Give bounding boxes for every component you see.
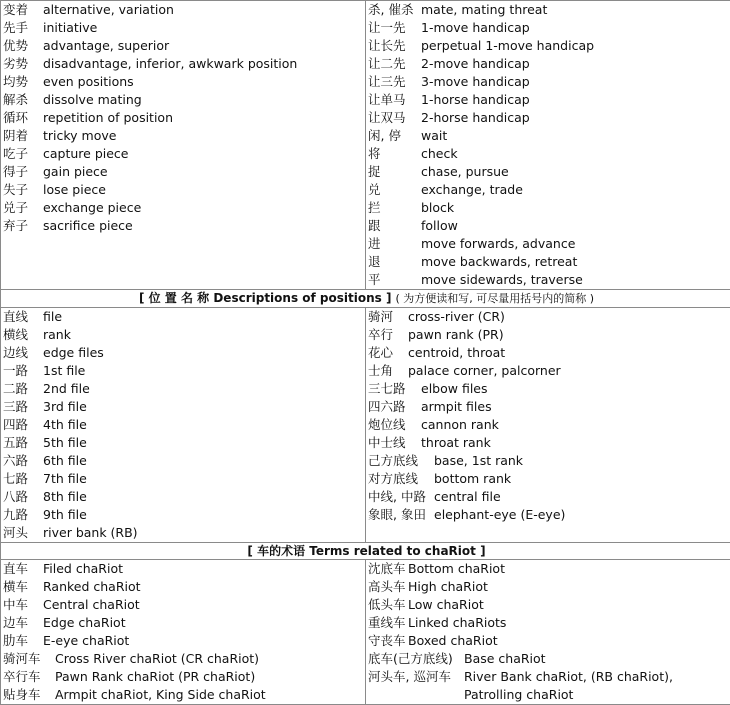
term-english: elephant-eye (E-eye) — [434, 506, 565, 524]
term-chinese: 九路 — [3, 506, 43, 524]
term-row — [368, 253, 730, 271]
term-english: Cross River chaRiot (CR chaRiot) — [55, 650, 259, 668]
term-chinese: 吃子 — [3, 145, 43, 163]
term-chinese: 象眼, 象田 — [368, 506, 434, 524]
term-chinese: 直线 — [3, 308, 43, 326]
heading-positions-row — [1, 290, 730, 308]
term-chinese: 对方底线 — [368, 470, 434, 488]
term-row — [3, 344, 365, 362]
term-chinese: 中士线 — [368, 434, 421, 452]
term-chinese: 骑河车 — [3, 650, 55, 668]
general-terms-right-column — [366, 1, 730, 290]
term-row — [368, 650, 730, 668]
term-chinese: 守丧车 — [368, 632, 408, 650]
term-row — [368, 452, 730, 470]
term-chinese: 花心 — [368, 344, 408, 362]
term-english: throat rank — [421, 434, 491, 452]
term-chinese: 弃子 — [3, 217, 43, 235]
term-english: advantage, superior — [43, 37, 169, 55]
term-row — [368, 326, 730, 344]
positions-heading-title: [ 位 置 名 称 Descriptions of positions ] — [139, 291, 391, 305]
term-row — [368, 686, 730, 704]
term-english: E-eye chaRiot — [43, 632, 129, 650]
term-row — [368, 380, 730, 398]
term-row — [3, 109, 365, 127]
term-english: exchange piece — [43, 199, 141, 217]
term-english: follow — [421, 217, 458, 235]
term-row — [368, 163, 730, 181]
term-row — [368, 37, 730, 55]
term-english: 3rd file — [43, 398, 87, 416]
term-english: cross-river (CR) — [408, 308, 505, 326]
term-chinese: 让二先 — [368, 55, 421, 73]
term-chinese: 四路 — [3, 416, 43, 434]
term-english: base, 1st rank — [434, 452, 523, 470]
term-row — [368, 668, 730, 686]
term-row — [3, 434, 365, 452]
term-chinese: 底车(己方底线) — [368, 650, 464, 668]
term-english: file — [43, 308, 62, 326]
heading-chariot-row — [1, 543, 730, 560]
term-row — [368, 235, 730, 253]
term-chinese: 低头车 — [368, 596, 408, 614]
term-english: check — [421, 145, 458, 163]
term-chinese: 中车 — [3, 596, 43, 614]
term-row — [3, 524, 365, 542]
term-chinese: 劣势 — [3, 55, 43, 73]
term-chinese: 卒行 — [368, 326, 408, 344]
term-english: centroid, throat — [408, 344, 505, 362]
term-chinese: 贴身车 — [3, 686, 55, 704]
term-english: repetition of position — [43, 109, 173, 127]
term-row — [368, 506, 730, 524]
chariot-heading — [1, 543, 730, 560]
positions-heading — [1, 290, 730, 308]
term-english: Central chaRiot — [43, 596, 140, 614]
term-chinese: 骑河 — [368, 308, 408, 326]
term-english: wait — [421, 127, 447, 145]
term-english: pawn rank (PR) — [408, 326, 504, 344]
term-english: armpit files — [421, 398, 492, 416]
term-row — [3, 145, 365, 163]
term-row — [368, 145, 730, 163]
term-row — [3, 632, 365, 650]
term-chinese: 横线 — [3, 326, 43, 344]
term-chinese: 边线 — [3, 344, 43, 362]
term-english: Armpit chaRiot, King Side chaRiot — [55, 686, 266, 704]
general-terms-left-column — [1, 1, 366, 290]
term-english: 8th file — [43, 488, 87, 506]
positions-heading-note: ( 为方便读和写, 可尽量用括号内的简称 ) — [395, 292, 594, 305]
term-row — [3, 398, 365, 416]
term-row — [3, 416, 365, 434]
term-chinese: 三路 — [3, 398, 43, 416]
term-english: Pawn Rank chaRiot (PR chaRiot) — [55, 668, 255, 686]
term-row — [3, 560, 365, 578]
term-english: Boxed chaRiot — [408, 632, 498, 650]
term-english: palace corner, palcorner — [408, 362, 561, 380]
term-english: rank — [43, 326, 71, 344]
term-row — [3, 506, 365, 524]
term-chinese: 闲, 停 — [368, 127, 421, 145]
term-row — [368, 199, 730, 217]
term-row — [3, 470, 365, 488]
term-chinese: 变着 — [3, 1, 43, 19]
term-chinese: 四六路 — [368, 398, 421, 416]
term-english: 1st file — [43, 362, 85, 380]
term-chinese: 阴着 — [3, 127, 43, 145]
term-row — [368, 632, 730, 650]
term-row — [3, 308, 365, 326]
term-row — [3, 596, 365, 614]
term-row — [368, 109, 730, 127]
term-chinese: 重线车 — [368, 614, 408, 632]
term-chinese: 让长先 — [368, 37, 421, 55]
term-chinese: 先手 — [3, 19, 43, 37]
term-chinese: 河头 — [3, 524, 43, 542]
term-english: even positions — [43, 73, 134, 91]
term-row — [3, 578, 365, 596]
term-english: Low chaRiot — [408, 596, 484, 614]
term-chinese: 杀, 催杀 — [368, 1, 421, 19]
term-english: move backwards, retreat — [421, 253, 577, 271]
term-english: 1-move handicap — [421, 19, 530, 37]
term-english: initiative — [43, 19, 97, 37]
term-row — [3, 614, 365, 632]
section-general-terms — [1, 1, 730, 290]
term-chinese: 让双马 — [368, 109, 421, 127]
term-row — [368, 217, 730, 235]
term-english: Filed chaRiot — [43, 560, 123, 578]
term-english: sacrifice piece — [43, 217, 133, 235]
term-chinese: 士角 — [368, 362, 408, 380]
term-english: capture piece — [43, 145, 128, 163]
term-chinese: 六路 — [3, 452, 43, 470]
term-chinese: 二路 — [3, 380, 43, 398]
term-english: river bank (RB) — [43, 524, 138, 542]
term-english: chase, pursue — [421, 163, 509, 181]
term-chinese: 八路 — [3, 488, 43, 506]
term-row — [3, 55, 365, 73]
term-english: 5th file — [43, 434, 87, 452]
term-chinese: 三七路 — [368, 380, 421, 398]
term-row — [3, 326, 365, 344]
term-chinese: 己方底线 — [368, 452, 434, 470]
term-english: 1-horse handicap — [421, 91, 530, 109]
term-row — [3, 19, 365, 37]
term-row — [3, 181, 365, 199]
term-english: gain piece — [43, 163, 108, 181]
term-english: central file — [434, 488, 501, 506]
term-english: 2-horse handicap — [421, 109, 530, 127]
term-row — [3, 488, 365, 506]
term-chinese: 均势 — [3, 73, 43, 91]
term-row — [3, 380, 365, 398]
term-chinese: 直车 — [3, 560, 43, 578]
term-english: High chaRiot — [408, 578, 488, 596]
term-chinese: 跟 — [368, 217, 421, 235]
term-row — [368, 271, 730, 289]
term-chinese: 沈底车 — [368, 560, 408, 578]
positions-left-column — [1, 308, 366, 543]
term-english: dissolve mating — [43, 91, 142, 109]
term-chinese: 卒行车 — [3, 668, 55, 686]
term-row — [368, 91, 730, 109]
term-row — [368, 73, 730, 91]
term-row — [3, 686, 365, 704]
term-chinese: 兑子 — [3, 199, 43, 217]
term-english: disadvantage, inferior, awkwark position — [43, 55, 297, 73]
term-row — [368, 362, 730, 380]
term-chinese: 退 — [368, 253, 421, 271]
term-row — [3, 650, 365, 668]
term-chinese: 平 — [368, 271, 421, 289]
term-english: Linked chaRiots — [408, 614, 506, 632]
term-english: block — [421, 199, 454, 217]
term-chinese: 拦 — [368, 199, 421, 217]
term-chinese: 让一先 — [368, 19, 421, 37]
term-english: elbow files — [421, 380, 488, 398]
term-english: 2-move handicap — [421, 55, 530, 73]
term-english: move forwards, advance — [421, 235, 575, 253]
term-row — [3, 73, 365, 91]
term-chinese: 一路 — [3, 362, 43, 380]
term-english: lose piece — [43, 181, 106, 199]
term-chinese: 中线, 中路 — [368, 488, 434, 506]
term-row — [3, 91, 365, 109]
section-positions — [1, 308, 730, 543]
term-chinese: 进 — [368, 235, 421, 253]
term-row — [3, 668, 365, 686]
term-row — [3, 37, 365, 55]
chariot-left-column — [1, 560, 366, 705]
term-english: 9th file — [43, 506, 87, 524]
term-row — [368, 434, 730, 452]
term-english: Edge chaRiot — [43, 614, 126, 632]
term-row — [368, 398, 730, 416]
term-chinese: 炮位线 — [368, 416, 421, 434]
term-english: Patrolling chaRiot — [464, 686, 573, 704]
term-english: mate, mating threat — [421, 1, 547, 19]
chariot-right-column — [366, 560, 730, 705]
term-chinese: 兑 — [368, 181, 421, 199]
term-row — [3, 362, 365, 380]
term-english: Bottom chaRiot — [408, 560, 505, 578]
term-row — [3, 127, 365, 145]
term-row — [368, 19, 730, 37]
term-row — [3, 163, 365, 181]
term-chinese: 让单马 — [368, 91, 421, 109]
term-chinese: 五路 — [3, 434, 43, 452]
term-english: perpetual 1-move handicap — [421, 37, 594, 55]
term-english: edge files — [43, 344, 104, 362]
term-english: exchange, trade — [421, 181, 523, 199]
term-chinese: 横车 — [3, 578, 43, 596]
term-row — [368, 416, 730, 434]
term-chinese: 得子 — [3, 163, 43, 181]
section-chariot — [1, 560, 730, 705]
term-row — [368, 344, 730, 362]
term-english: River Bank chaRiot, (RB chaRiot), — [464, 668, 673, 686]
term-row — [368, 1, 730, 19]
term-english: Ranked chaRiot — [43, 578, 141, 596]
term-row — [368, 181, 730, 199]
term-english: bottom rank — [434, 470, 511, 488]
term-english: 4th file — [43, 416, 87, 434]
term-english: 6th file — [43, 452, 87, 470]
term-chinese: 捉 — [368, 163, 421, 181]
term-english: 3-move handicap — [421, 73, 530, 91]
term-chinese: 优势 — [3, 37, 43, 55]
term-chinese: 失子 — [3, 181, 43, 199]
term-row — [3, 1, 365, 19]
term-chinese: 河头车, 巡河车 — [368, 668, 464, 686]
term-chinese: 循环 — [3, 109, 43, 127]
term-row — [368, 470, 730, 488]
term-english: 2nd file — [43, 380, 90, 398]
term-chinese: 七路 — [3, 470, 43, 488]
term-row — [368, 596, 730, 614]
term-chinese: 解杀 — [3, 91, 43, 109]
term-english: 7th file — [43, 470, 87, 488]
term-row — [368, 560, 730, 578]
positions-right-column — [366, 308, 730, 543]
term-chinese: 高头车 — [368, 578, 408, 596]
term-chinese: 边车 — [3, 614, 43, 632]
term-chinese: 让三先 — [368, 73, 421, 91]
term-chinese: 肋车 — [3, 632, 43, 650]
term-english: tricky move — [43, 127, 116, 145]
term-row — [368, 488, 730, 506]
term-row — [3, 452, 365, 470]
term-english: cannon rank — [421, 416, 499, 434]
term-english: move sidewards, traverse — [421, 271, 583, 289]
term-row — [368, 127, 730, 145]
term-row — [3, 217, 365, 235]
term-row — [368, 614, 730, 632]
chariot-heading-title: [ 车的术语 Terms related to chaRiot ] — [247, 544, 485, 558]
term-english: alternative, variation — [43, 1, 174, 19]
term-row — [3, 199, 365, 217]
term-english: Base chaRiot — [464, 650, 546, 668]
term-row — [368, 55, 730, 73]
term-row — [368, 308, 730, 326]
term-chinese: 将 — [368, 145, 421, 163]
term-row — [368, 578, 730, 596]
